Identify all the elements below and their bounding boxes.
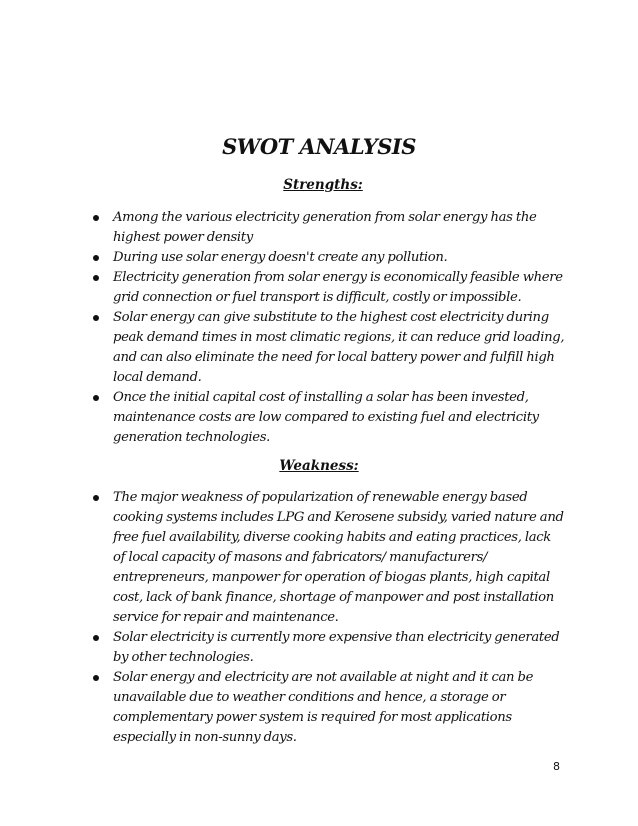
list-item-text: The major weakness of popularization of renewable energy based cooking systems includes LPG and Kerosene subsidy, varied nature and free fuel availability, diverse cooking habits and eating practices, lack of local capacity of masons and fabricators/ manufacturers/ entrepreneurs, manpower for operation of biogas plants, high capital cost, lack of bank finance, shortage of manpower and post installation service for repair and maintenance. xyxy=(113,490,564,625)
bullet-icon xyxy=(93,255,99,261)
list-item-text: Among the various electricity generation from solar energy has the highest power density xyxy=(113,210,537,245)
list-item xyxy=(0,668,565,748)
bullet-icon xyxy=(93,395,99,401)
bullet-icon xyxy=(93,675,99,681)
list-item-text: Solar electricity is currently more expensive than electricity generated by other technologies. xyxy=(113,630,560,665)
strengths-heading: Strengths: xyxy=(283,177,363,193)
list-item xyxy=(0,628,565,668)
page-title: SWOT ANALYSIS xyxy=(222,134,416,159)
weakness-heading: Weakness: xyxy=(279,458,359,474)
bullet-icon xyxy=(93,315,99,321)
page-number: 8 xyxy=(553,760,560,773)
list-item xyxy=(0,248,565,268)
list-item-text: Once the initial capital cost of installing a solar has been invested, maintenance costs are low compared to existing fuel and electricity generation technologies. xyxy=(113,390,539,445)
list-item-text: During use solar energy doesn't create any pollution. xyxy=(113,250,448,265)
list-item xyxy=(0,488,565,628)
list-item-text: Solar energy and electricity are not available at night and it can be unavailable due to weather conditions and hence, a storage or complementary power system is required for most applications especially in non-sunny days. xyxy=(113,670,534,745)
list-item-text: Electricity generation from solar energy is economically feasible where grid connection or fuel transport is difficult, costly or impossible. xyxy=(113,270,563,305)
weakness-list xyxy=(0,488,638,748)
strengths-list xyxy=(0,208,638,448)
list-item xyxy=(0,268,565,308)
list-item-text: Solar energy can give substitute to the highest cost electricity during peak demand times in most climatic regions, it can reduce grid loading, and can also eliminate the need for local battery power and fulfill high local demand. xyxy=(113,310,565,385)
list-item xyxy=(0,388,565,448)
bullet-icon xyxy=(93,495,99,501)
bullet-icon xyxy=(93,635,99,641)
bullet-icon xyxy=(93,275,99,281)
list-item xyxy=(0,308,565,388)
bullet-icon xyxy=(93,215,99,221)
list-item xyxy=(0,208,565,248)
